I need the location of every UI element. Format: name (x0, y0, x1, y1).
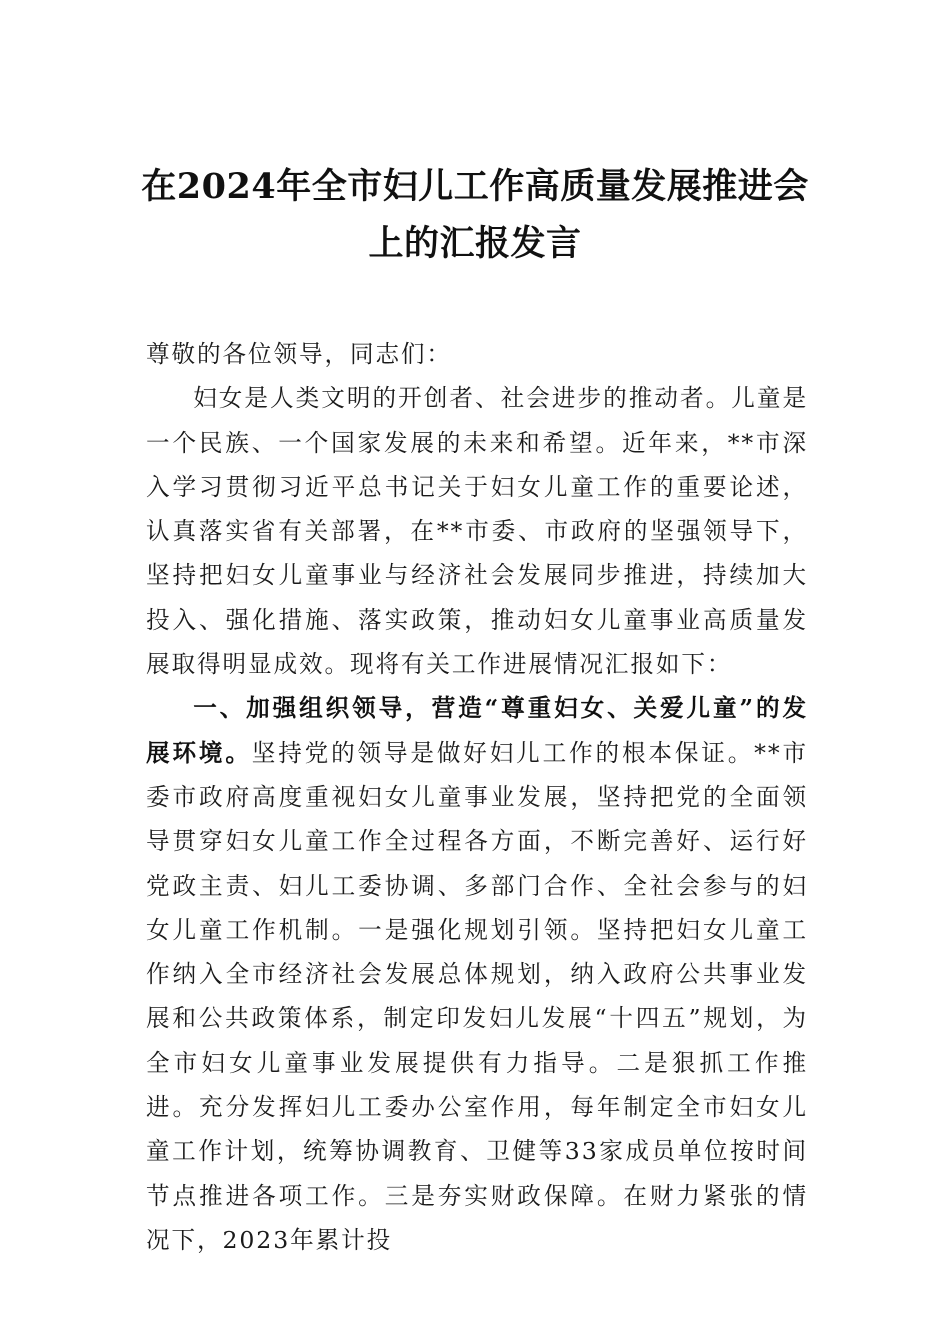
title-line-2: 上的汇报发言 (368, 223, 582, 264)
document-body (146, 332, 808, 1262)
intro-paragraph: 妇女是人类文明的开创者、社会进步的推动者。儿童是一个民族、一个国家发展的未来和希望。近年来，**市深入学习贯彻习近平总书记关于妇女儿童工作的重要论述，认真落实省有关部署，在**市委、市政府的坚强领导下，坚持把妇女儿童事业与经济社会发展同步推进，持续加大投入、强化措施、落实政策，推动妇女儿童事业高质量发展取得明显成效。现将有关工作进展情况汇报如下： (146, 384, 808, 679)
title-line-1: 在2024年全市妇儿工作高质量发展推进会 (141, 166, 809, 207)
section-1-body: 坚持党的领导是做好妇儿工作的根本保证。**市委市政府高度重视妇女儿童事业发展，坚持把党的全面领导贯穿妇女儿童工作全过程各方面，不断完善好、运行好党政主责、妇儿工委协调、多部门合作、全社会参与的妇女儿童工作机制。一是强化规划引领。坚持把妇女儿童工作纳入全市经济社会发展总体规划，纳入政府公共事业发展和公共政策体系，制定印发妇儿发展“十四五”规划，为全市妇女儿童事业发展提供有力指导。二是狠抓工作推进。充分发挥妇儿工委办公室作用，每年制定全市妇女儿童工作计划，统筹协调教育、卫健等33家成员单位按时间节点推进各项工作。三是夯实财政保障。在财力紧张的情况下，2023年累计投 (146, 738, 808, 1254)
salutation: 尊敬的各位领导，同志们： (146, 340, 452, 368)
section-1-heading: 一、加强组织领导，营造“尊重妇女、关爱儿童”的发展环境。 (146, 694, 808, 767)
document-title (130, 158, 820, 272)
section-1-paragraph (146, 686, 808, 1262)
